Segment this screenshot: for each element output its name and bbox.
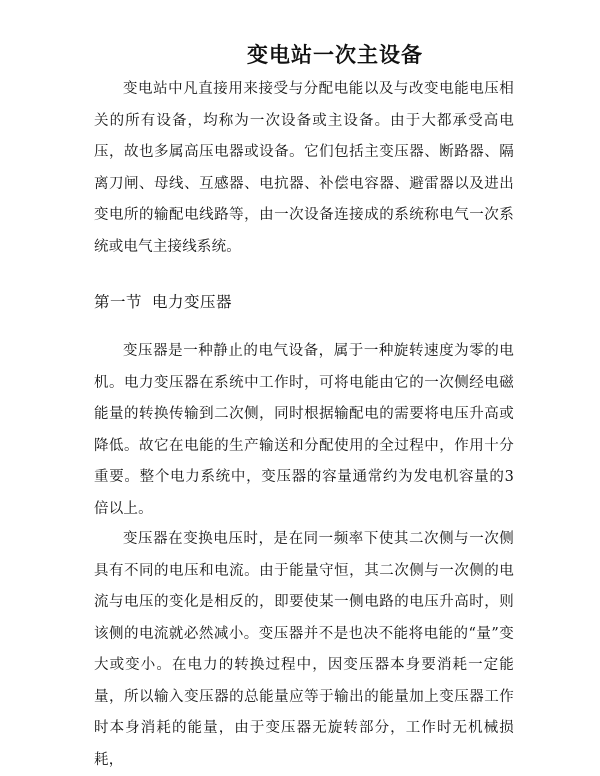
intro-paragraph: 变电站中凡直接用来接受与分配电能以及与改变电能电压相关的所有设备，均称为一次设备或主设备。由于大都承受高电压，故也多属高压电器或设备。它们包括主变压器、断路器、隔离刀闸、母线、互感器、电抗器、补偿电容器、避雷器以及进出变电所的输配电线路等，由一次设备连接成的系统称电气一次系统或电气主接线系统。 bbox=[94, 81, 514, 255]
body-paragraph: 变压器在变换电压时，是在同一频率下使其二次侧与一次侧具有不同的电压和电流。由于能量守恒，其二次侧与一次侧的电流与电压的变化是相反的，即要使某一侧电路的电压升高时，则该侧的电流就必然减小。变压器并不是也决不能将电能的“量”变大或变小。在电力的转换过程中，因变压器本身要消耗一定能量，所以输入变压器的总能量应等于输出的能量加上变压器工作时本身消耗的能量，由于变压器无旋转部分，工作时无机械损耗， bbox=[94, 531, 514, 768]
section-title: 电力变压器 bbox=[152, 293, 233, 311]
document-title: 变电站一次主设备 bbox=[247, 42, 423, 67]
section-heading bbox=[94, 288, 232, 316]
section-number: 第一节 bbox=[94, 293, 143, 311]
body-paragraph: 变压器是一种静止的电气设备，属于一种旋转速度为零的电机。电力变压器在系统中工作时，可将电能由它的一次侧经电磁能量的转换传输到二次侧，同时根据输配电的需要将电压升高或降低。故它在电能的生产输送和分配使用的全过程中，作用十分重要。整个电力系统中，变压器的容量通常约为发电机容量的3倍以上。 bbox=[94, 343, 514, 517]
